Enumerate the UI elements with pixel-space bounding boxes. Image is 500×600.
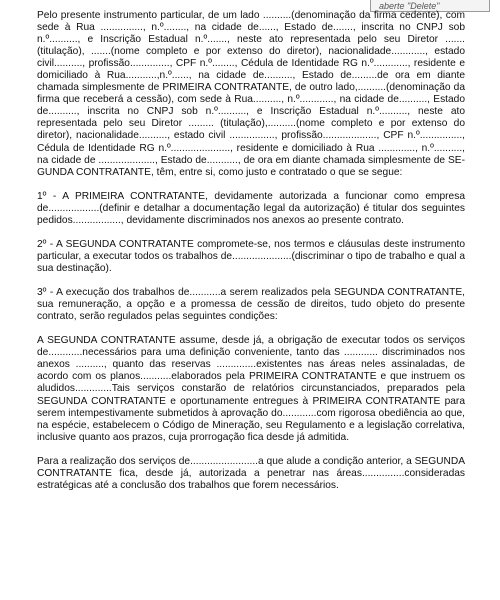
obligations-paragraph: A SEGUNDA CONTRATANTE assume, desde já, a obrigação de executar todos os serviços de............necessários para uma definição conveniente, tanto das ............ discriminados nos anexos .........., quanto das reservas ..............existentes nas áreas neles assinaladas, de acordo com os planos...........elaborados pela PRIMEIRA CONTRATANTE e que instruem os aludidos.............Tais serviços constarão de relatórios circunstanciados, preparados pela SEGUNDA CONTRATANTE e oportunamente entregues à PRIMEIRA CONTRATANTE para serem intempestivamente submetidos à aprovação do............com rigorosa obediência ao que, na espécie, estabelecem o Código de Mineração, seu Regulamento e a legislação correlativa, inclusive quanto aos prazos, cuja prorrogação fica desde já admitida. [37,335,465,443]
delete-hint-tooltip: aberte "Delete" [370,0,490,12]
clause-1-paragraph: 1º - A PRIMEIRA CONTRATANTE, devidamente autorizada a funcionar como empresa de..................(definir e detalhar a documentação legal da autorização) é titular dos seguintes pedidos................., devidamente discriminados nos anexos ao presente contrato. [37,190,465,226]
clause-2-paragraph: 2º - A SEGUNDA CONTRATANTE compromete-se, nos termos e cláusulas deste instrumento particular, a executar todos os trabalhos de.....................(discriminar o tipo de trabalho e qual a sua destinação). [37,238,465,274]
access-paragraph: Para a realização dos serviços de........................a que alude a condição anterior, a SEGUNDA CONTRATANTE fica, desde já, autorizada a penetrar nas áreas...............consideradas estratégicas até a conclusão dos trabalhos que forem necessários. [37,455,465,491]
parties-paragraph: Pelo presente instrumento particular, de um lado ..........(denominação da firma cedente), com sede à Rua ..............., n.º........, na cidade de......, Estado de......., inscrita no CNPJ sob n.º.........., e Inscrição Estadual n.º......., neste ato representada pelo seu Diretor ....... (titulação), .......(nome completo e por extenso do diretor), nacionalidade............, estado civil.........., profissão.............., CPF n.º........, Cédula de Identidade RG n.º............, residente e domiciliado à Rua...........,n.º......, na cidade de.........., Estado de.........de ora em diante chamada simplesmente de PRIMEIRA CONTRATANTE, de outro lado,..........(denominação da firma que receberá a cessão), com sede à Rua.........., n.º............, na cidade de.........., Estado de.........., inscrita no CNPJ sob n.º.........., e Inscrição Estadual n.º.........., neste ato representada pelo seu Diretor ......... (titulação),..........(nome completo e por extenso do diretor), nacionalidade.........., estado civil ................, profissão..................., CPF n.º..............., Cédula de Identidade RG n.º....................., residente e domiciliado à Rua ............., n.º.........., na cidade de ...................., Estado de..........., de ora em diante chamada simplesmente de SEGUNDA CONTRATANTE, têm, entre si, como justo e contratado o que se segue: [37,10,465,178]
contract-body [37,10,465,492]
clause-3-paragraph: 3º - A execução dos trabalhos de...........a serem realizados pela SEGUNDA CONTRATANTE, sua remuneração, a opção e a promessa de cessão de direitos, tudo objeto do presente contrato, serão regulados pelas seguintes condições: [37,287,465,323]
